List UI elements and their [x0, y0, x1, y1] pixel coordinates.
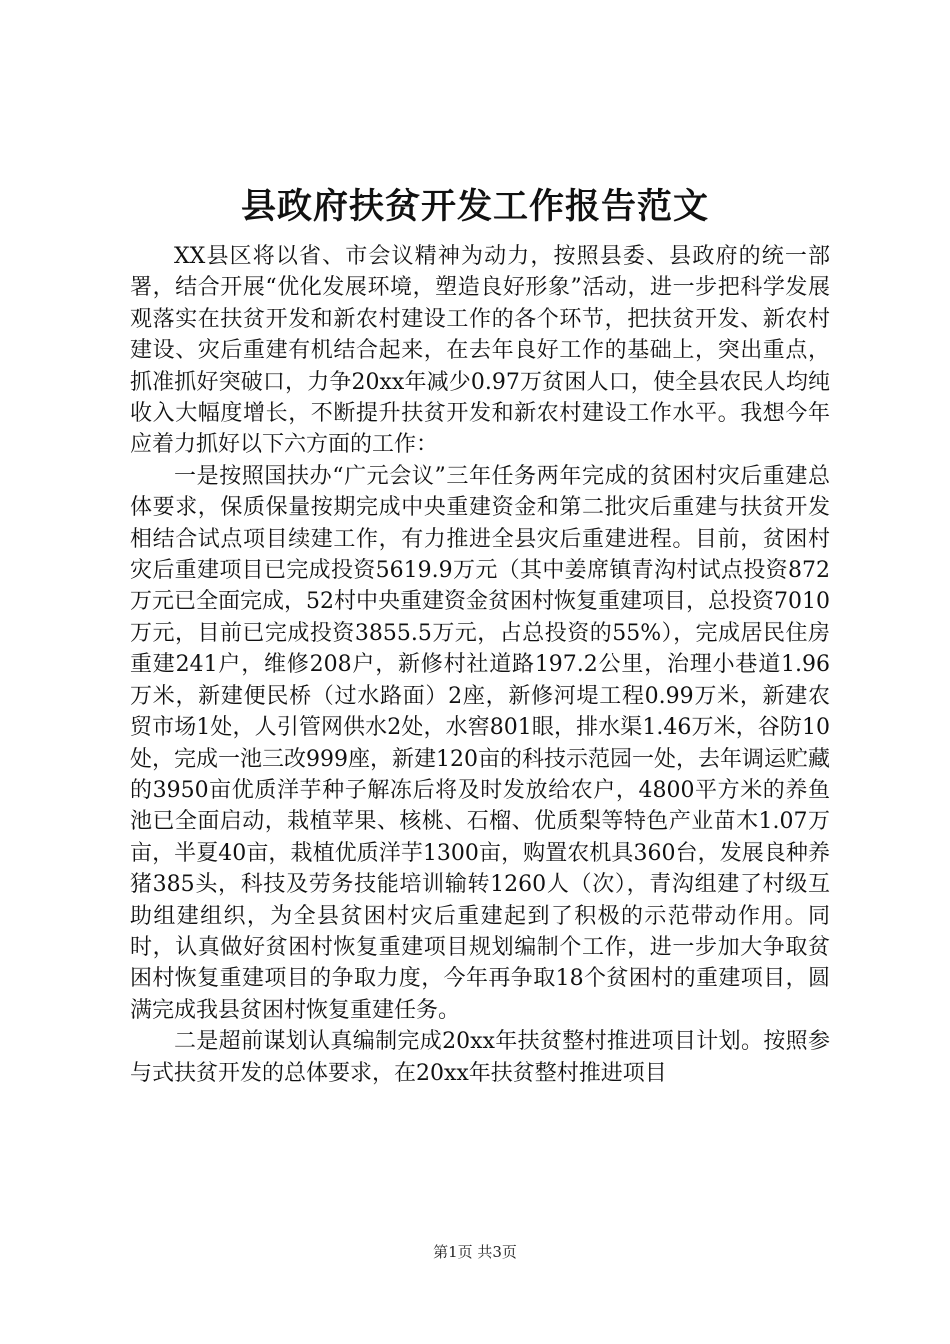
paragraph-point-two: 二是超前谋划认真编制完成20xx年扶贫整村推进项目计划。按照参与式扶贫开发的总体要求，在20xx年扶贫整村推进项目 — [130, 1029, 830, 1086]
paragraph-intro: XX县区将以省、市会议精神为动力，按照县委、县政府的统一部署，结合开展“优化发展环境，塑造良好形象”活动，进一步把科学发展观落实在扶贫开发和新农村建设工作的各个环节，把扶贫开发、新农村建设、灾后重建有机结合起来，在去年良好工作的基础上，突出重点，抓准抓好突破口，力争20xx年减少0.97万贫困人口，使全县农民人均纯收入大幅度增长，不断提升扶贫开发和新农村建设工作水平。我想今年应着力抓好以下六方面的工作： — [130, 244, 830, 458]
page-number-footer: 第1页 共3页 — [433, 1243, 517, 1261]
document-body — [130, 241, 830, 1089]
paragraph-point-one: 一是按照国扶办“广元会议”三年任务两年完成的贫困村灾后重建总体要求，保质保量按期完成中央重建资金和第二批灾后重建与扶贫开发相结合试点项目续建工作，有力推进全县灾后重建进程。目前，贫困村灾后重建项目已完成投资5619.9万元（其中姜席镇青沟村试点投资872万元已全面完成，52村中央重建资金贫困村恢复重建项目，总投资7010万元，目前已完成投资3855.5万元，占总投资的55%），完成居民住房重建241户，维修208户，新修村社道路197.2公里，治理小巷道1.96万米，新建便民桥（过水路面）2座，新修河堤工程0.99万米，新建农贸市场1处，人引管网供水2处，水窖801眼，排水渠1.46万米，谷防10处，完成一池三改999座，新建120亩的科技示范园一处，去年调运贮藏的3950亩优质洋芋种子解冻后将及时发放给农户，4800平方米的养鱼池已全面启动，栽植苹果、核桃、石榴、优质梨等特色产业苗木1.07万亩，半夏40亩，栽植优质洋芋1300亩，购置农机具360台，发展良种养猪385头，科技及劳务技能培训输转1260人（次），青沟组建了村级互助组建组织，为全县贫困村灾后重建起到了积极的示范带动作用。同时，认真做好贫困村恢复重建项目规划编制个工作，进一步加大争取贫困村恢复重建项目的争取力度，今年再争取18个贫困村的重建项目，圆满完成我县贫困村恢复重建任务。 — [130, 463, 830, 1023]
document-title: 县政府扶贫开发工作报告范文 — [240, 186, 709, 227]
